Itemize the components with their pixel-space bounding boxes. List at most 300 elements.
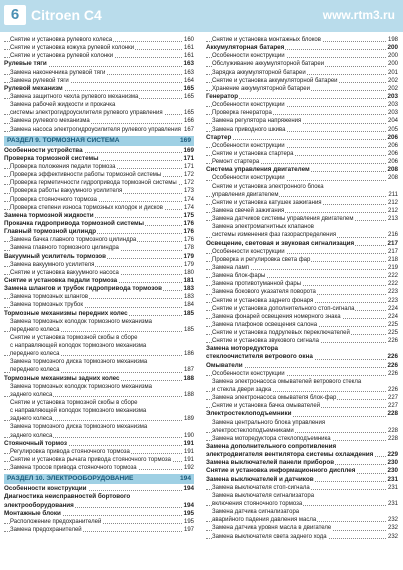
toc-entry-page: 190 xyxy=(183,432,194,439)
toc-entry[interactable] xyxy=(206,305,398,313)
toc-entry[interactable] xyxy=(206,109,398,117)
toc-entry-title: Замена моторедуктора стеклоподъемника xyxy=(212,435,331,442)
toc-entry[interactable] xyxy=(4,407,194,415)
toc-entry[interactable] xyxy=(206,476,398,484)
toc-entry-title: заднего колеса xyxy=(10,391,53,398)
toc-entry[interactable] xyxy=(4,415,194,423)
toc-entry[interactable] xyxy=(4,285,194,293)
toc-entry[interactable] xyxy=(4,301,194,309)
toc-entry-page: 180 xyxy=(183,269,194,276)
section-title: РАЗДЕЛ 10. ЭЛЕКТРООБОРУДОВАНИЕ xyxy=(7,475,134,483)
toc-entry-page: 166 xyxy=(183,118,194,125)
toc-entry-page: 161 xyxy=(183,45,194,52)
toc-entry[interactable] xyxy=(206,174,398,182)
toc-entry[interactable] xyxy=(206,52,398,60)
toc-entry-page: 218 xyxy=(387,256,398,263)
toc-entry-title: Снятие и установка тормозной скобы в сборе xyxy=(10,400,138,407)
toc-entry[interactable] xyxy=(4,126,194,134)
toc-entry-page: 232 xyxy=(387,517,398,524)
toc-entry-title: Особенности конструкции xyxy=(212,142,285,149)
toc-entry-title: Замена тормозных колодок тормозного механизма xyxy=(10,318,153,325)
toc-entry-title: аварийного падения давления масла xyxy=(212,517,317,524)
toc-entry[interactable] xyxy=(4,236,194,244)
toc-entry-page: 204 xyxy=(387,118,398,125)
toc-entry-title: заднего колеса xyxy=(10,432,53,439)
toc-entry-title: электростеклоподъемниками xyxy=(212,427,294,434)
toc-entry-page: 222 xyxy=(387,273,398,280)
toc-entry[interactable] xyxy=(4,318,194,326)
toc-entry-page: 195 xyxy=(183,509,194,517)
toc-entry-title: Стартер xyxy=(206,133,232,141)
toc-entry-title: Замена насоса электрогидроусилителя рулевого управления xyxy=(10,126,181,133)
toc-entry[interactable] xyxy=(4,423,194,431)
toc-entry-title: Снятие и установка информационного дисплея xyxy=(206,467,356,475)
toc-entry-page: 174 xyxy=(183,204,194,211)
toc-entry[interactable] xyxy=(206,134,398,142)
toc-entry-page: 226 xyxy=(387,353,398,361)
section-page: 194 xyxy=(179,475,191,483)
toc-entry-title: и стекла двери задка xyxy=(212,387,272,394)
toc-entry[interactable] xyxy=(4,187,194,195)
toc-entry-title: Замена рулевой тяги xyxy=(10,77,69,84)
toc-entry-page: 176 xyxy=(183,228,194,236)
toc-entry-title: Проверка работы вакуумного усилителя xyxy=(10,188,123,195)
toc-entry-title: Замена вакуумного усилителя xyxy=(10,261,95,268)
toc-entry[interactable] xyxy=(206,264,398,272)
toc-entry[interactable] xyxy=(206,248,398,256)
toc-entry-title: с направляющей колодок тормозного механизма xyxy=(10,408,147,415)
toc-entry-page: 206 xyxy=(387,150,398,157)
toc-entry[interactable] xyxy=(4,448,194,456)
toc-entry-title: Замена выключателей панели приборов xyxy=(206,459,335,467)
toc-entry-title: Стояночный тормоз xyxy=(4,439,68,447)
toc-entry-title: электрооборудования xyxy=(4,501,74,509)
toc-entry[interactable] xyxy=(206,467,398,475)
toc-entry[interactable] xyxy=(206,508,398,516)
toc-entry[interactable] xyxy=(4,510,194,518)
toc-entry-page: 217 xyxy=(387,248,398,255)
toc-entry-page: 172 xyxy=(183,180,194,187)
toc-entry-title: Замена выключателя сигнализатора xyxy=(212,492,315,499)
toc-entry-page: 222 xyxy=(387,281,398,288)
toc-entry-title: Замена электронасоса омывателей ветрового стекла xyxy=(212,378,362,385)
toc-entry-page: 208 xyxy=(387,175,398,182)
toc-entry-title: Обслуживание аккумуляторной батареи xyxy=(212,61,325,68)
toc-entry[interactable] xyxy=(206,329,398,337)
toc-entry-page: 230 xyxy=(387,467,398,475)
toc-entry-page: 187 xyxy=(183,367,194,374)
toc-entry-title: Система управления двигателем xyxy=(206,166,310,174)
toc-entry[interactable] xyxy=(206,44,398,52)
toc-entry-page: 198 xyxy=(387,37,398,43)
toc-entry-title: системы электрогидроусилителя рулевого управления xyxy=(10,110,163,117)
toc-entry[interactable] xyxy=(206,337,398,345)
toc-entry-page: 231 xyxy=(387,475,398,483)
toc-entry-title: Вакуумный усилитель тормозов xyxy=(4,252,107,260)
toc-entry[interactable] xyxy=(206,402,398,410)
toc-entry[interactable] xyxy=(4,69,194,77)
toc-entry-title: Замена защитного чехла рулевого механизма xyxy=(10,93,139,100)
toc-entry[interactable] xyxy=(206,126,398,134)
toc-entry[interactable] xyxy=(206,142,398,150)
toc-entry[interactable] xyxy=(206,158,398,166)
toc-entry[interactable] xyxy=(206,150,398,158)
toc-entry-title: Аккумуляторная батарея xyxy=(206,44,285,52)
toc-entry-title: Замена тормозных шлангов xyxy=(10,294,89,301)
toc-entry[interactable] xyxy=(4,253,194,261)
toc-entry-page: 200 xyxy=(387,61,398,68)
toc-entry[interactable] xyxy=(206,362,398,370)
toc-entry[interactable] xyxy=(4,36,194,44)
toc-entry-title: переднего колеса xyxy=(10,351,60,358)
toc-entry-title: Снятие и установка монтажных блоков xyxy=(212,37,321,43)
toc-entry[interactable] xyxy=(206,85,398,93)
toc-entry[interactable] xyxy=(4,502,194,510)
toc-entry-page: 206 xyxy=(387,133,398,141)
toc-entry-title: Монтажные блоки xyxy=(4,509,61,517)
toc-entry-title: Проверка стояночного тормоза xyxy=(10,196,97,203)
toc-entry[interactable] xyxy=(206,484,398,492)
toc-entry[interactable] xyxy=(206,93,398,101)
toc-entry[interactable] xyxy=(4,163,194,171)
toc-entry[interactable] xyxy=(4,399,194,407)
toc-entry[interactable] xyxy=(206,191,398,199)
toc-entry[interactable] xyxy=(4,518,194,526)
toc-entry-page: 197 xyxy=(183,527,194,534)
toc-entry-page: 161 xyxy=(183,53,194,60)
toc-entry-title: Замена тормозного диска тормозного механизма xyxy=(10,359,148,366)
toc-entry-page: 203 xyxy=(387,102,398,109)
toc-entry-title: Особенности конструкции xyxy=(212,175,285,182)
toc-entry-title: Замена наконечника рулевой тяги xyxy=(10,69,106,76)
toc-entry-page: 178 xyxy=(183,245,194,252)
toc-entry-title: Замена тормозной жидкости xyxy=(4,211,94,219)
toc-entry-page: 203 xyxy=(387,110,398,117)
toc-entry[interactable] xyxy=(206,215,398,223)
toc-entry-page: 186 xyxy=(183,351,194,358)
toc-entry[interactable] xyxy=(206,533,398,541)
toc-entry-page: 231 xyxy=(387,484,398,491)
toc-entry-page: 225 xyxy=(387,330,398,337)
toc-entry-page: 226 xyxy=(387,370,398,377)
toc-entry-title: Снятие и установка звукового сигнала xyxy=(212,338,319,345)
toc-entry-title: Тормозные механизмы задних колес xyxy=(4,374,120,382)
toc-entry-page: 219 xyxy=(387,264,398,271)
toc-entry[interactable] xyxy=(206,60,398,68)
toc-entry[interactable] xyxy=(206,321,398,329)
toc-entry-title: Электростеклоподъемники xyxy=(206,410,292,418)
toc-entry[interactable] xyxy=(206,297,398,305)
toc-entry[interactable] xyxy=(206,427,398,435)
toc-entry-title: Замена рулевого механизма xyxy=(10,118,90,125)
toc-entry[interactable] xyxy=(206,101,398,109)
toc-entry-title: Рулевой механизм xyxy=(4,84,63,92)
toc-entry-page: 206 xyxy=(387,159,398,166)
toc-entry[interactable] xyxy=(206,443,398,451)
toc-entry-title: Замена фонарей освещения номерного знака xyxy=(212,313,341,320)
toc-entry-page: 179 xyxy=(183,252,194,260)
toc-entry-title: Замена бачка главного тормозного цилиндра xyxy=(10,237,137,244)
toc-entry-page: 183 xyxy=(183,294,194,301)
toc-entry-title: Замена выключателя стоп-сигнала xyxy=(212,484,310,491)
toc-entry-page: 223 xyxy=(387,289,398,296)
toc-entry-page: 174 xyxy=(183,196,194,203)
toc-entry-page: 183 xyxy=(183,285,194,293)
toc-right-column xyxy=(206,36,398,541)
toc-entry-title: включения стояночного тормоза xyxy=(212,501,303,508)
toc-entry-title: Замена бокового указателя поворота xyxy=(212,289,316,296)
toc-entry-page: 202 xyxy=(387,85,398,92)
toc-entry-page: 205 xyxy=(387,126,398,133)
toc-entry-title: Замена электронасоса омывателя блок-фар xyxy=(212,395,337,402)
toc-entry-page: 188 xyxy=(183,374,194,382)
toc-entry-title: с направляющей колодок тормозного механизма xyxy=(10,343,147,350)
toc-entry-title: переднего колеса xyxy=(10,326,60,333)
toc-entry-page: 165 xyxy=(183,110,194,117)
toc-entry[interactable] xyxy=(4,196,194,204)
toc-entry[interactable] xyxy=(206,378,398,386)
toc-entry[interactable] xyxy=(4,391,194,399)
toc-entry[interactable] xyxy=(4,456,194,464)
toc-entry-page: 194 xyxy=(183,501,194,509)
toc-entry-page: 224 xyxy=(387,305,398,312)
toc-entry[interactable] xyxy=(4,440,194,448)
toc-entry[interactable] xyxy=(4,117,194,125)
toc-entry-page: 225 xyxy=(387,321,398,328)
toc-entry-title: Замена главного тормозного цилиндра xyxy=(10,245,119,252)
toc-entry-page: 230 xyxy=(387,459,398,467)
toc-entry-title: Особенности конструкции xyxy=(212,248,285,255)
toc-entry-title: Замена рабочей жидкости и прокачка xyxy=(10,102,116,109)
toc-entry[interactable] xyxy=(4,277,194,285)
toc-entry-title: Замена предохранителей xyxy=(10,527,82,534)
toc-left-column xyxy=(4,36,194,534)
toc-entry-page: 228 xyxy=(387,410,398,418)
toc-entry[interactable] xyxy=(4,204,194,212)
toc-entry-title: Диагностика неисправностей бортового xyxy=(4,493,131,501)
toc-entry[interactable] xyxy=(206,256,398,264)
toc-entry[interactable] xyxy=(4,383,194,391)
toc-entry[interactable] xyxy=(4,485,194,493)
toc-entry-page: 195 xyxy=(183,518,194,525)
toc-entry-title: Снятие и установка подрулевых переключателей xyxy=(212,330,350,337)
toc-entry[interactable] xyxy=(4,155,194,163)
toc-entry-page: 176 xyxy=(183,237,194,244)
toc-entry-page: 228 xyxy=(387,435,398,442)
toc-entry-page: 163 xyxy=(183,69,194,76)
toc-entry[interactable] xyxy=(206,272,398,280)
toc-entry-page: 226 xyxy=(387,338,398,345)
toc-entry-page: 228 xyxy=(387,427,398,434)
toc-entry[interactable] xyxy=(206,117,398,125)
toc-entry[interactable] xyxy=(206,459,398,467)
toc-entry-page: 188 xyxy=(183,391,194,398)
toc-entry[interactable] xyxy=(4,526,194,534)
toc-entry-title: Замена блок-фары xyxy=(212,273,266,280)
toc-entry[interactable] xyxy=(4,77,194,85)
toc-entry-page: 169 xyxy=(183,146,194,154)
toc-entry[interactable] xyxy=(206,353,398,361)
toc-entry-title: Замена тормозного диска тормозного механизма xyxy=(10,424,148,431)
toc-entry-page: 165 xyxy=(183,84,194,92)
toc-entry-title: Проверка и регулировка света фар xyxy=(212,256,311,263)
toc-entry-title: Расположение предохранителей xyxy=(10,518,102,525)
toc-entry[interactable] xyxy=(206,370,398,378)
toc-entry-title: Освещение, световая и звуковая сигнализация xyxy=(206,239,355,247)
toc-entry-title: Снятие и установка бачка омывателей xyxy=(212,403,321,410)
toc-entry[interactable] xyxy=(4,147,194,155)
toc-entry-page: 160 xyxy=(183,37,194,43)
toc-entry-title: Замена тросов привода стояночного тормоза xyxy=(10,465,137,472)
toc-entry-title: Проверка эффективности работы тормозной системы xyxy=(10,172,162,179)
toc-entry[interactable] xyxy=(4,212,194,220)
toc-entry-title: Ремонт стартера xyxy=(212,159,260,166)
page-number: 6 xyxy=(4,5,26,25)
toc-entry[interactable] xyxy=(4,179,194,187)
toc-entry-title: стеклоочистителя ветрового окна xyxy=(206,353,313,361)
toc-entry-page: 212 xyxy=(387,199,398,206)
toc-entry[interactable] xyxy=(4,44,194,52)
toc-entry[interactable] xyxy=(4,493,194,501)
toc-entry-title: Замена выключателя света заднего хода xyxy=(212,533,327,540)
toc-entry[interactable] xyxy=(206,394,398,402)
toc-entry[interactable] xyxy=(4,358,194,366)
toc-entry-title: системы изменения фаз газораспределения xyxy=(212,232,337,239)
toc-entry[interactable] xyxy=(4,375,194,383)
toc-entry-title: Хранение аккумуляторной батареи xyxy=(212,85,310,92)
toc-entry[interactable] xyxy=(206,313,398,321)
toc-entry[interactable] xyxy=(4,220,194,228)
toc-entry[interactable] xyxy=(4,293,194,301)
toc-entry[interactable] xyxy=(206,435,398,443)
toc-entry-title: управления двигателем xyxy=(212,191,279,198)
toc-entry[interactable] xyxy=(4,334,194,342)
toc-entry[interactable] xyxy=(4,60,194,68)
toc-entry-page: 179 xyxy=(183,261,194,268)
toc-entry[interactable] xyxy=(4,52,194,60)
toc-entry-title: Снятие и установка электронного блока xyxy=(212,183,324,190)
toc-entry[interactable] xyxy=(206,207,398,215)
toc-entry[interactable] xyxy=(206,183,398,191)
toc-entry[interactable] xyxy=(206,386,398,394)
toc-entry[interactable] xyxy=(206,410,398,418)
toc-entry-title: Замена противотуманной фары xyxy=(212,281,302,288)
toc-entry-page: 165 xyxy=(183,93,194,100)
toc-entry[interactable] xyxy=(4,85,194,93)
toc-entry-page: 202 xyxy=(387,77,398,84)
toc-entry-title: Генератор xyxy=(206,92,239,100)
toc-entry[interactable] xyxy=(206,516,398,524)
toc-entry-page: 185 xyxy=(183,326,194,333)
toc-entry-title: Замена датчика сигнализатора xyxy=(212,509,300,516)
toc-entry-title: Особенности конструкции xyxy=(212,53,285,60)
toc-entry-title: Особенности конструкции xyxy=(212,370,285,377)
toc-entry[interactable] xyxy=(4,342,194,350)
toc-entry[interactable] xyxy=(4,261,194,269)
section-header xyxy=(4,136,194,146)
toc-entry-page: 181 xyxy=(183,276,194,284)
toc-entry[interactable] xyxy=(4,432,194,440)
toc-entry[interactable] xyxy=(206,69,398,77)
toc-entry-title: Снятие и установка заднего фонаря xyxy=(212,297,314,304)
toc-entry[interactable] xyxy=(206,451,398,459)
toc-entry[interactable] xyxy=(206,36,398,44)
toc-entry[interactable] xyxy=(4,171,194,179)
toc-entry-title: Зарядка аккумуляторной батареи xyxy=(212,69,306,76)
toc-entry-page: 223 xyxy=(387,297,398,304)
toc-entry[interactable] xyxy=(4,310,194,318)
toc-entry-title: Замена дополнительного сопротивления xyxy=(206,443,337,451)
toc-entry-page: 173 xyxy=(183,188,194,195)
toc-entry-title: Проверка степени износа тормозных колодок и дисков xyxy=(10,204,163,211)
toc-entry-title: Регулировка привода стояночного тормоза xyxy=(10,448,130,455)
toc-entry-page: 191 xyxy=(183,448,194,455)
toc-entry[interactable] xyxy=(4,464,194,472)
toc-entry[interactable] xyxy=(4,326,194,334)
toc-entry-page: 231 xyxy=(387,501,398,508)
toc-entry[interactable] xyxy=(206,288,398,296)
toc-entry[interactable] xyxy=(206,492,398,500)
toc-entry-title: Снятие и установка дополнительного стоп-сигнала xyxy=(212,305,355,312)
toc-entry[interactable] xyxy=(206,231,398,239)
toc-entry-title: Снятие и установка рулевого колеса xyxy=(10,37,113,43)
toc-entry-title: Снятие и установка педали тормоза xyxy=(4,276,118,284)
toc-entry[interactable] xyxy=(206,77,398,85)
toc-entry[interactable] xyxy=(4,269,194,277)
toc-entry[interactable] xyxy=(4,366,194,374)
toc-entry[interactable] xyxy=(4,228,194,236)
toc-entry-title: Замена моторедуктора xyxy=(206,345,279,353)
toc-entry[interactable] xyxy=(4,350,194,358)
toc-entry-title: Рулевые тяги xyxy=(4,60,47,68)
toc-entry-title: Снятие и установка тормозной скобы в сборе xyxy=(10,334,138,341)
toc-entry-title: заднего колеса xyxy=(10,416,53,423)
toc-entry[interactable] xyxy=(206,500,398,508)
toc-entry-page: 227 xyxy=(387,395,398,402)
toc-entry-page: 227 xyxy=(387,403,398,410)
toc-entry-title: Замена выключателей и датчиков xyxy=(206,475,314,483)
toc-entry-title: Замена регулятора напряжения xyxy=(212,118,302,125)
toc-entry[interactable] xyxy=(206,524,398,532)
toc-entry[interactable] xyxy=(4,109,194,117)
toc-entry-title: Снятие и установка рычага привода стояночного тормоза xyxy=(10,457,171,464)
toc-entry[interactable] xyxy=(206,419,398,427)
toc-entry[interactable] xyxy=(4,101,194,109)
toc-entry-page: 192 xyxy=(183,465,194,472)
toc-entry-title: Замена тормозных трубок xyxy=(10,302,84,309)
toc-entry-page: 208 xyxy=(387,166,398,174)
toc-entry[interactable] xyxy=(206,166,398,174)
toc-entry-title: Замена электромагнитных клапанов xyxy=(212,224,314,231)
toc-entry-page: 212 xyxy=(387,207,398,214)
toc-entry-title: Замена шлангов и трубок гидропривода тормозов xyxy=(4,285,162,293)
toc-entry[interactable] xyxy=(206,199,398,207)
toc-entry-page: 217 xyxy=(387,239,398,247)
toc-entry-title: Снятие и установка рулевой колонки xyxy=(10,53,114,60)
toc-entry[interactable] xyxy=(206,280,398,288)
toc-entry-title: Замена плафонов освещения салона xyxy=(212,321,318,328)
toc-entry-title: Снятие и установка кожуха рулевой колонки xyxy=(10,45,135,52)
toc-entry[interactable] xyxy=(206,223,398,231)
toc-entry-title: Снятие и установка катушек зажигания xyxy=(212,199,322,206)
toc-entry[interactable] xyxy=(206,345,398,353)
toc-entry[interactable] xyxy=(4,244,194,252)
toc-entry[interactable] xyxy=(4,93,194,101)
page-header xyxy=(0,0,403,32)
toc-entry-page: 194 xyxy=(183,485,194,493)
toc-entry-title: Снятие и установка аккумуляторной батареи xyxy=(212,77,338,84)
toc-entry[interactable] xyxy=(206,240,398,248)
